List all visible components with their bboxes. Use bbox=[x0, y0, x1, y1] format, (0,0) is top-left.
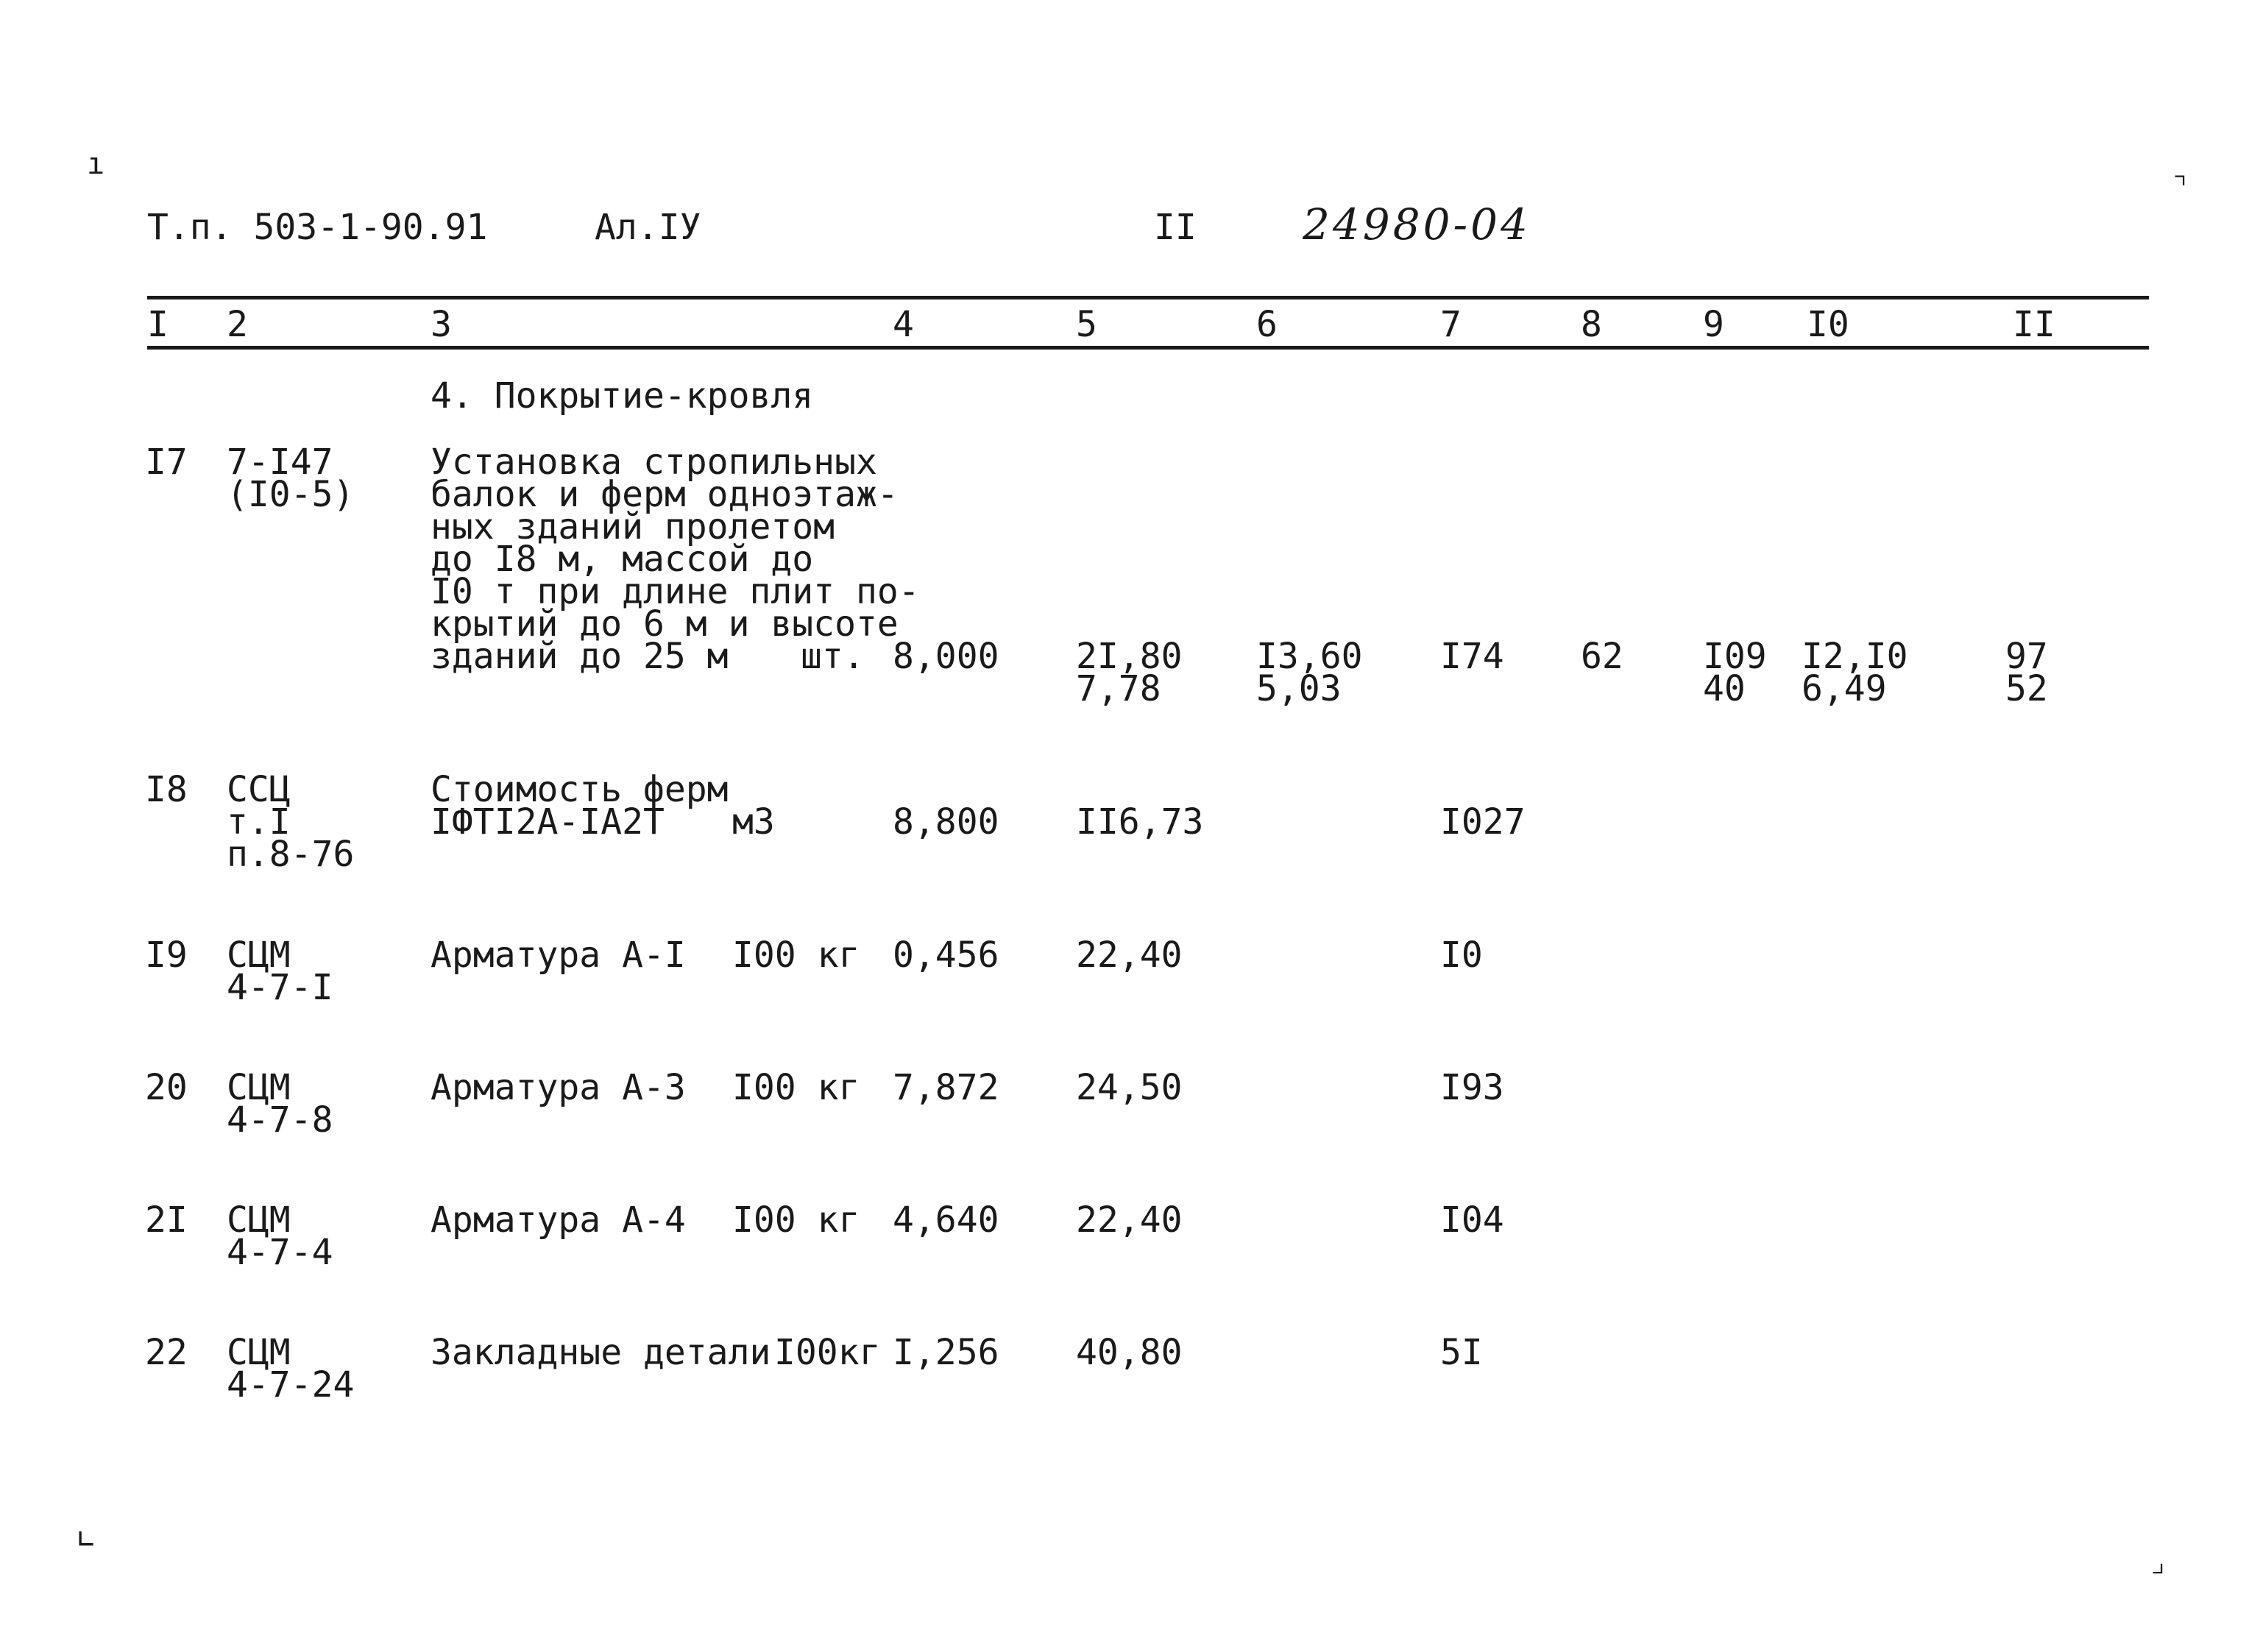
page-number: II bbox=[1154, 207, 1197, 248]
row-code-line: 4-7-24 bbox=[227, 1364, 355, 1405]
column-header-6: 6 bbox=[1256, 304, 1278, 345]
row-description-line: Стоимость ферм bbox=[431, 769, 729, 810]
row-col10-value: 6,49 bbox=[1802, 668, 1887, 709]
row-description-line: Установка стропильных bbox=[431, 442, 877, 483]
row-col10-value: I2,I0 bbox=[1802, 636, 1908, 677]
row-quantity: 8,800 bbox=[893, 801, 999, 843]
row-col5-value: 22,40 bbox=[1076, 935, 1183, 976]
row-code-line: 4-7-4 bbox=[227, 1232, 333, 1273]
row-description-line: Арматура А-4 bbox=[431, 1199, 686, 1241]
row-col6-value: I3,60 bbox=[1256, 636, 1363, 677]
row-unit: шт. bbox=[801, 636, 865, 677]
column-header-11: II bbox=[2013, 304, 2055, 345]
corner-mark-top-right: ⌝ bbox=[2171, 169, 2189, 203]
row-description-line: зданий до 25 м bbox=[431, 636, 729, 677]
row-col6-value: 5,03 bbox=[1256, 668, 1342, 709]
row-code-line: СЦМ bbox=[227, 1332, 291, 1373]
column-header-4: 4 bbox=[893, 304, 914, 345]
row-quantity: 8,000 bbox=[893, 636, 999, 677]
row-number: I8 bbox=[145, 769, 188, 810]
column-header-1: I bbox=[147, 304, 169, 345]
row-number: 22 bbox=[145, 1332, 188, 1373]
corner-mark-bottom-left: ∟ bbox=[77, 1523, 96, 1557]
album-number: Ал.IУ bbox=[595, 207, 701, 248]
row-col5-value: 22,40 bbox=[1076, 1199, 1183, 1241]
row-col7-value: I93 bbox=[1440, 1067, 1504, 1108]
row-code-line: 4-7-I bbox=[227, 967, 333, 1008]
row-code-line: СЦМ bbox=[227, 1199, 291, 1241]
row-col7-value: I04 bbox=[1440, 1199, 1504, 1241]
row-col7-value: I0 bbox=[1440, 935, 1483, 976]
column-header-7: 7 bbox=[1440, 304, 1462, 345]
column-header-10: I0 bbox=[1807, 304, 1849, 345]
row-number: 20 bbox=[145, 1067, 188, 1108]
row-col9-value: I09 bbox=[1703, 636, 1767, 677]
row-quantity: 0,456 bbox=[893, 935, 999, 976]
row-description-line: Арматура А-I bbox=[431, 935, 686, 976]
document-reference: Т.п. 503-1-90.91 bbox=[147, 207, 488, 248]
row-unit: I00 кг bbox=[732, 935, 860, 976]
inventory-number: 24980-04 bbox=[1303, 199, 1531, 249]
row-description-line: ных зданий пролетом bbox=[431, 506, 835, 547]
row-col5-value: 40,80 bbox=[1076, 1332, 1183, 1373]
row-quantity: 7,872 bbox=[893, 1067, 999, 1108]
row-code-line: (I0-5) bbox=[227, 474, 355, 515]
row-col5-value: II6,73 bbox=[1076, 801, 1204, 843]
row-unit: I00 кг bbox=[732, 1199, 860, 1241]
row-quantity: 4,640 bbox=[893, 1199, 999, 1241]
row-col5-value: 7,78 bbox=[1076, 668, 1161, 709]
corner-mark-top-left: ı bbox=[87, 147, 105, 181]
table-header-rule bbox=[147, 346, 2149, 350]
table-top-rule bbox=[147, 296, 2149, 299]
column-header-9: 9 bbox=[1703, 304, 1724, 345]
column-header-2: 2 bbox=[227, 304, 248, 345]
row-description-line: IФТI2А-IА2Т bbox=[431, 801, 665, 843]
row-col5-value: 24,50 bbox=[1076, 1067, 1183, 1108]
row-code-line: т.I bbox=[227, 801, 291, 843]
row-col7-value: I027 bbox=[1440, 801, 1526, 843]
row-code-line: ССЦ bbox=[227, 769, 291, 810]
row-quantity: I,256 bbox=[893, 1332, 999, 1373]
row-col5-value: 2I,80 bbox=[1076, 636, 1183, 677]
row-col8-value: 62 bbox=[1581, 636, 1623, 677]
row-col7-value: I74 bbox=[1440, 636, 1504, 677]
row-code-line: 4-7-8 bbox=[227, 1099, 333, 1141]
row-unit: I00кг bbox=[774, 1332, 881, 1373]
row-unit: м3 bbox=[732, 801, 775, 843]
row-description-line: крытий до 6 м и высоте bbox=[431, 603, 899, 645]
section-title: 4. Покрытие-кровля bbox=[431, 375, 814, 416]
corner-mark-bottom-right: ⌟ bbox=[2149, 1545, 2167, 1579]
row-col9-value: 40 bbox=[1703, 668, 1746, 709]
row-number: I7 bbox=[145, 442, 188, 483]
row-description-line: до I8 м, массой до bbox=[431, 539, 814, 580]
row-number: I9 bbox=[145, 935, 188, 976]
row-code-line: СЦМ bbox=[227, 1067, 291, 1108]
row-code-line: 7-I47 bbox=[227, 442, 333, 483]
row-code-line: СЦМ bbox=[227, 935, 291, 976]
row-col11-value: 97 bbox=[2005, 636, 2048, 677]
row-col11-value: 52 bbox=[2005, 668, 2048, 709]
row-unit: I00 кг bbox=[732, 1067, 860, 1108]
column-header-5: 5 bbox=[1076, 304, 1097, 345]
column-header-8: 8 bbox=[1581, 304, 1602, 345]
row-col7-value: 5I bbox=[1440, 1332, 1483, 1373]
row-number: 2I bbox=[145, 1199, 188, 1241]
row-description-line: Закладные детали bbox=[431, 1332, 771, 1373]
row-code-line: п.8-76 bbox=[227, 834, 355, 875]
row-description-line: балок и ферм одноэтаж- bbox=[431, 474, 899, 515]
column-header-3: 3 bbox=[431, 304, 452, 345]
row-description-line: I0 т при длине плит по- bbox=[431, 571, 920, 612]
row-description-line: Арматура А-3 bbox=[431, 1067, 686, 1108]
